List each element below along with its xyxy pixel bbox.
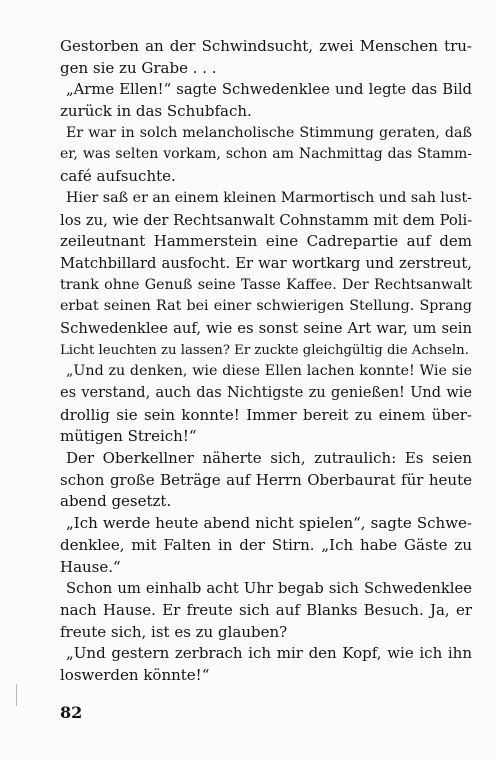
text-line: „Arme Ellen!“ sagte Schwedenklee und legte das Bild bbox=[66, 81, 472, 99]
binding-mark bbox=[16, 684, 17, 706]
text-line: erbat seinen Rat bei einer schwierigen Stellung. Sprang bbox=[60, 298, 472, 315]
text-line: abend gesetzt. bbox=[60, 492, 172, 511]
page-number: 82 bbox=[60, 703, 83, 722]
text-line: zeileutnant Hammerstein eine Cadrepartie auf dem bbox=[60, 232, 472, 251]
text-line: Gestorben an der Schwindsucht, zwei Menschen tru- bbox=[60, 37, 472, 55]
text-line: Er war in solch melancholische Stimmung geraten, daß bbox=[66, 124, 472, 141]
text-line: loswerden könnte!“ bbox=[60, 665, 210, 684]
text-line: trank ohne Genuß seine Tasse Kaffee. Der Rechtsanwalt bbox=[60, 276, 472, 293]
text-line: nach Hause. Er freute sich auf Blanks Besuch. Ja, er bbox=[60, 600, 472, 619]
text-line: Hause.“ bbox=[60, 557, 121, 576]
text-line: schon große Beträge auf Herrn Oberbaurat für heute bbox=[60, 470, 472, 489]
text-line: gen sie zu Grabe . . . bbox=[60, 58, 217, 77]
text-line: „Und gestern zerbrach ich mir den Kopf, wie ich ihn bbox=[66, 644, 472, 663]
text-line: mütigen Streich!“ bbox=[60, 427, 197, 446]
text-line: los zu, wie der Rechtsanwalt Cohnstamm mit dem Poli- bbox=[60, 211, 472, 229]
text-line: Der Oberkellner näherte sich, zutraulich: Es seien bbox=[66, 449, 472, 468]
text-line: café aufsuchte. bbox=[60, 167, 176, 186]
text-line: Licht leuchten zu lassen? Er zuckte gleichgültig die Achseln. bbox=[60, 342, 469, 358]
text-line: es verstand, auch das Nichtigste zu genießen! Und wie bbox=[60, 385, 472, 401]
body-text bbox=[60, 36, 472, 687]
text-line: Hier saß er an einem kleinen Marmortisch und sah lust- bbox=[66, 189, 472, 206]
text-line: zurück in das Schubfach. bbox=[60, 102, 252, 121]
text-line: denklee, mit Falten in der Stirn. „Ich habe Gäste zu bbox=[60, 535, 472, 554]
text-line: er, was selten vorkam, schon am Nachmittag das Stamm- bbox=[60, 146, 472, 163]
text-line: Schwedenklee auf, wie es sonst seine Art war, um sein bbox=[60, 319, 472, 337]
text-line: drollig sie sein konnte! Immer bereit zu einem über- bbox=[60, 405, 472, 424]
text-line: Schon um einhalb acht Uhr begab sich Schwedenklee bbox=[66, 580, 472, 598]
text-line: „Ich werde heute abend nicht spielen“, sagte Schwe- bbox=[66, 514, 472, 533]
text-line: „Und zu denken, wie diese Ellen lachen konnte! Wie sie bbox=[66, 363, 472, 380]
text-line: freute sich, ist es zu glauben? bbox=[60, 622, 288, 641]
text-line: Matchbillard ausfocht. Er war wortkarg und zerstreut, bbox=[60, 254, 472, 272]
